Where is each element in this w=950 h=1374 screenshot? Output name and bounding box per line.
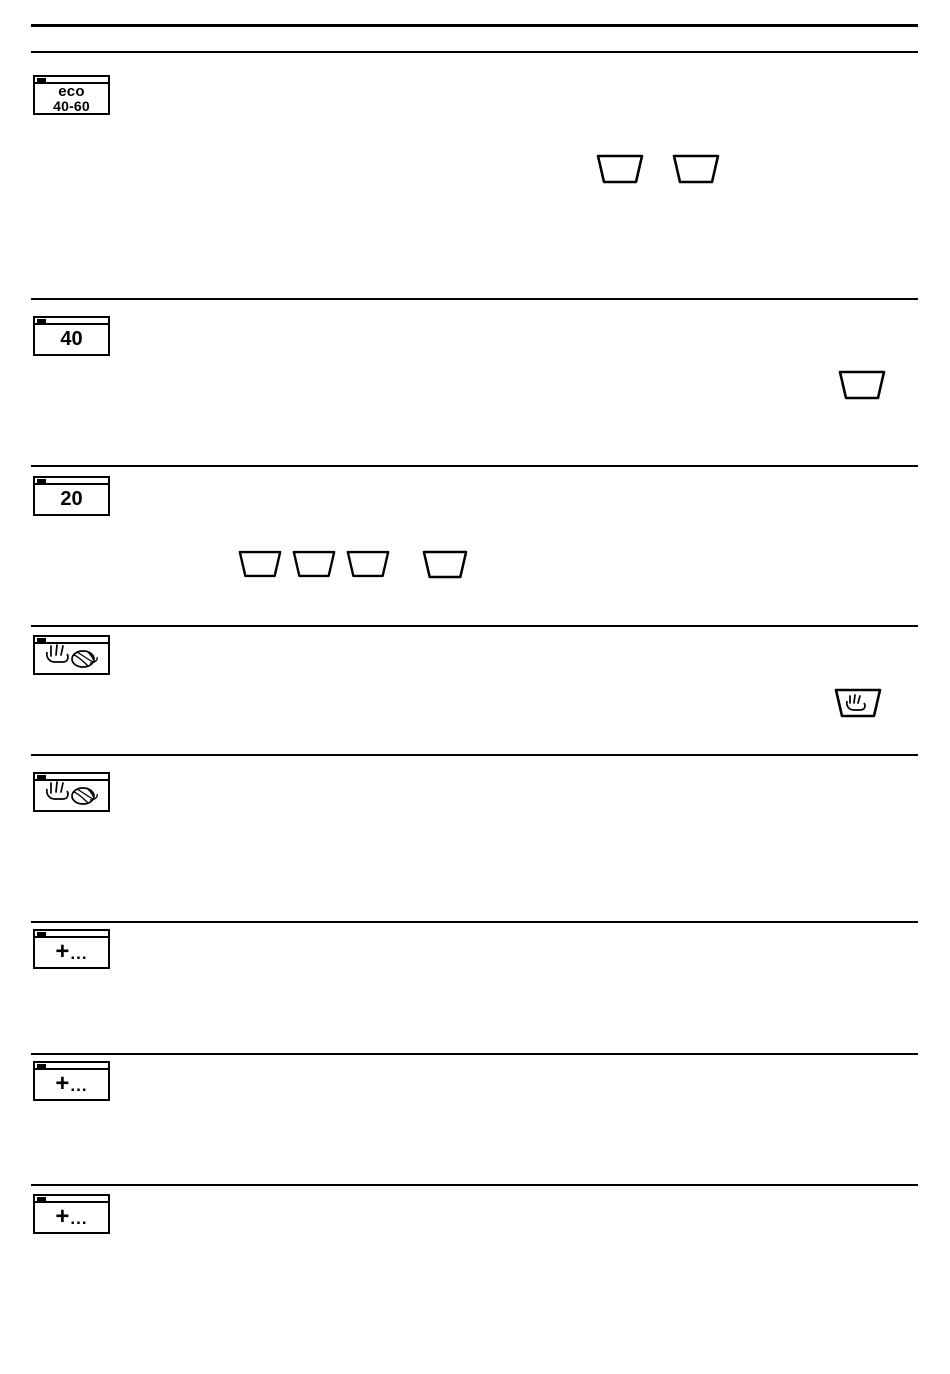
row-divider-7 xyxy=(31,1053,918,1055)
programme-chip-plus-2 xyxy=(33,1061,110,1101)
chip-label-plus xyxy=(55,1072,87,1096)
row-divider-3 xyxy=(31,465,918,467)
chip-indicator-bar xyxy=(35,318,108,325)
wash-tub-icon xyxy=(596,152,644,186)
chip-label-line1: eco xyxy=(58,82,85,100)
row-divider-6 xyxy=(31,921,918,923)
chip-label-plus xyxy=(55,1205,87,1229)
programme-chip-plus-3 xyxy=(33,1194,110,1234)
programme-chip-plus-1 xyxy=(33,929,110,969)
row-divider-1 xyxy=(31,51,918,53)
row-divider-4 xyxy=(31,625,918,627)
row-divider-8 xyxy=(31,1184,918,1186)
chip-label-line1: + xyxy=(55,938,70,966)
chip-label-line1: 20 xyxy=(60,488,83,511)
chip-label-dots: ... xyxy=(70,1209,88,1229)
chip-label-line1: + xyxy=(55,1070,70,1098)
programme-chip-wool-1 xyxy=(33,635,110,675)
wash-tub-icon xyxy=(422,548,468,581)
programme-chip-20 xyxy=(33,476,110,516)
wool-hand-wash-icon xyxy=(43,643,101,673)
wash-tub-icon xyxy=(238,548,282,580)
chip-label-line1: + xyxy=(55,1203,70,1231)
wash-tub-icon xyxy=(672,152,720,186)
chip-indicator-bar xyxy=(35,478,108,485)
row-divider-2 xyxy=(31,298,918,300)
chip-label-line1: 40 xyxy=(60,328,83,351)
programme-chip-eco-40-60 xyxy=(33,75,110,115)
wash-tub-icon xyxy=(346,548,390,580)
chip-label-dots: ... xyxy=(70,944,88,964)
wash-tub-icon xyxy=(292,548,336,580)
chip-indicator-bar xyxy=(35,1196,108,1203)
chip-indicator-bar xyxy=(35,931,108,938)
chip-indicator-bar xyxy=(35,1063,108,1070)
programme-chip-wool-2 xyxy=(33,772,110,812)
chip-label-dots: ... xyxy=(70,1076,88,1096)
wool-hand-wash-icon xyxy=(43,780,101,810)
programme-chip-40 xyxy=(33,316,110,356)
chip-label-line2: 40-60 xyxy=(53,98,90,115)
wash-tub-icon xyxy=(838,368,886,402)
row-divider-5 xyxy=(31,754,918,756)
table-top-border xyxy=(31,24,918,27)
hand-wash-tub-icon xyxy=(834,685,882,719)
chip-label-plus xyxy=(55,940,87,964)
